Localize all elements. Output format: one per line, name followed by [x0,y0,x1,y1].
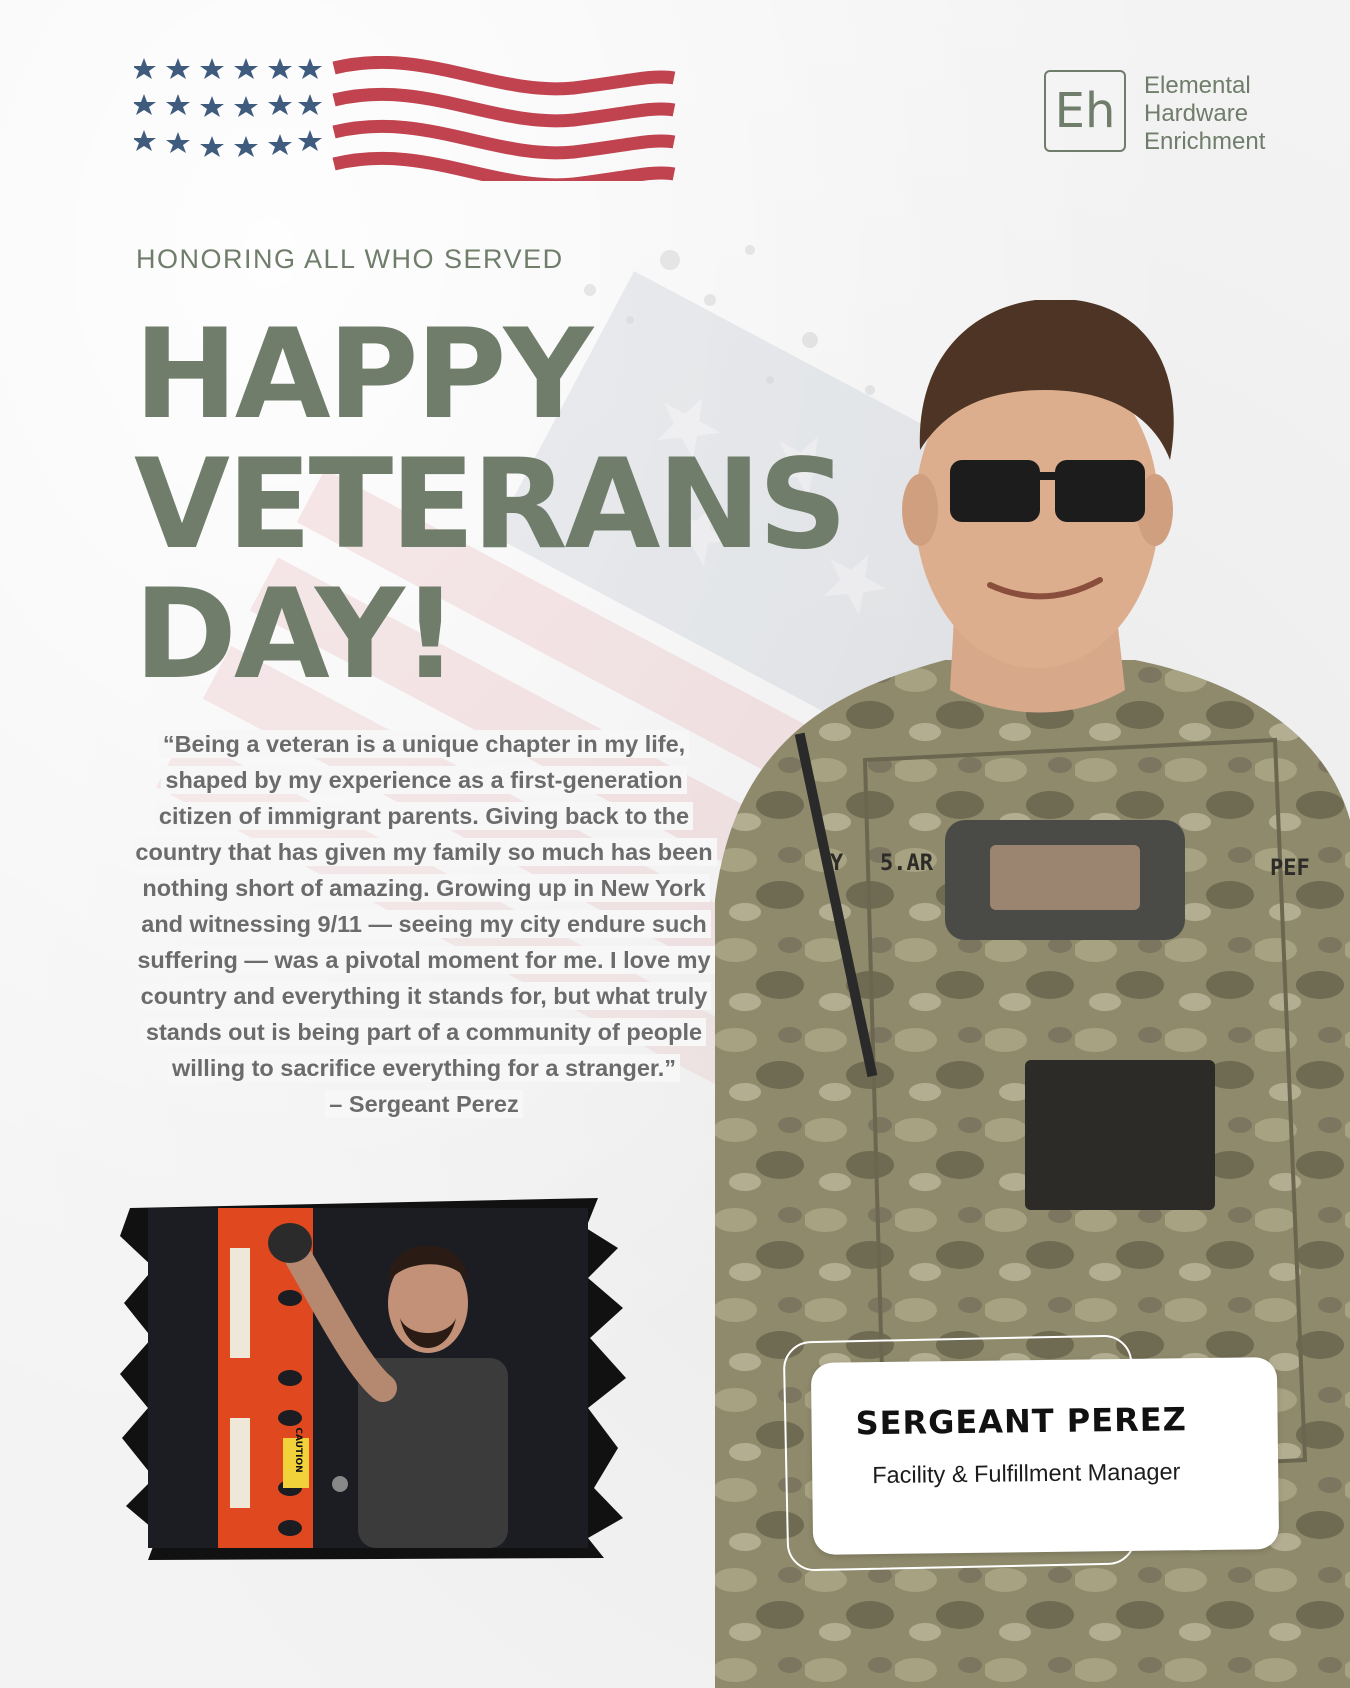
quote-text: “Being a veteran is a unique chapter in my life, shaped by my experience as a first-generation citizen of immigrant parents. Giving back to the country that has given my family so much has been nothing short of amazing. Growing up in New York and witnessing 9/11 — seeing my city endure such suffering — was a pivotal moment for me. I love my country and everything it stands for, but what truly stands out is being part of a community of people willing to sacrifice everything for a stranger.” [131,730,716,1082]
headline-line-1: HAPPY [134,303,591,447]
headline-line-2: VETERANS [134,433,845,577]
headline-line-3: DAY! [134,563,456,707]
brand-logo [1044,70,1294,160]
brand-line-2: Hardware [1144,100,1249,127]
quote-attribution: – Sergeant Perez [325,1090,522,1118]
name-card [811,1357,1279,1555]
name-tape-far: PEF [1270,856,1310,881]
brand-logo-icon: Eh [1044,70,1126,152]
name-tape-right: 5.AR [880,851,933,876]
brand-line-1: Elemental [1144,72,1251,99]
person-role: Facility & Fulfillment Manager [872,1458,1181,1489]
caution-label: CAUTION [293,1427,303,1473]
testimonial-quote [130,726,718,1122]
eyebrow-text: HONORING ALL WHO SERVED [136,244,564,274]
person-name: SERGEANT PEREZ [855,1400,1187,1443]
name-tape-left: Y [830,851,844,876]
work-photo [118,1188,638,1568]
brand-line-3: Enrichment [1144,128,1266,155]
brand-name [1144,72,1265,156]
us-flag-icon [134,56,679,181]
